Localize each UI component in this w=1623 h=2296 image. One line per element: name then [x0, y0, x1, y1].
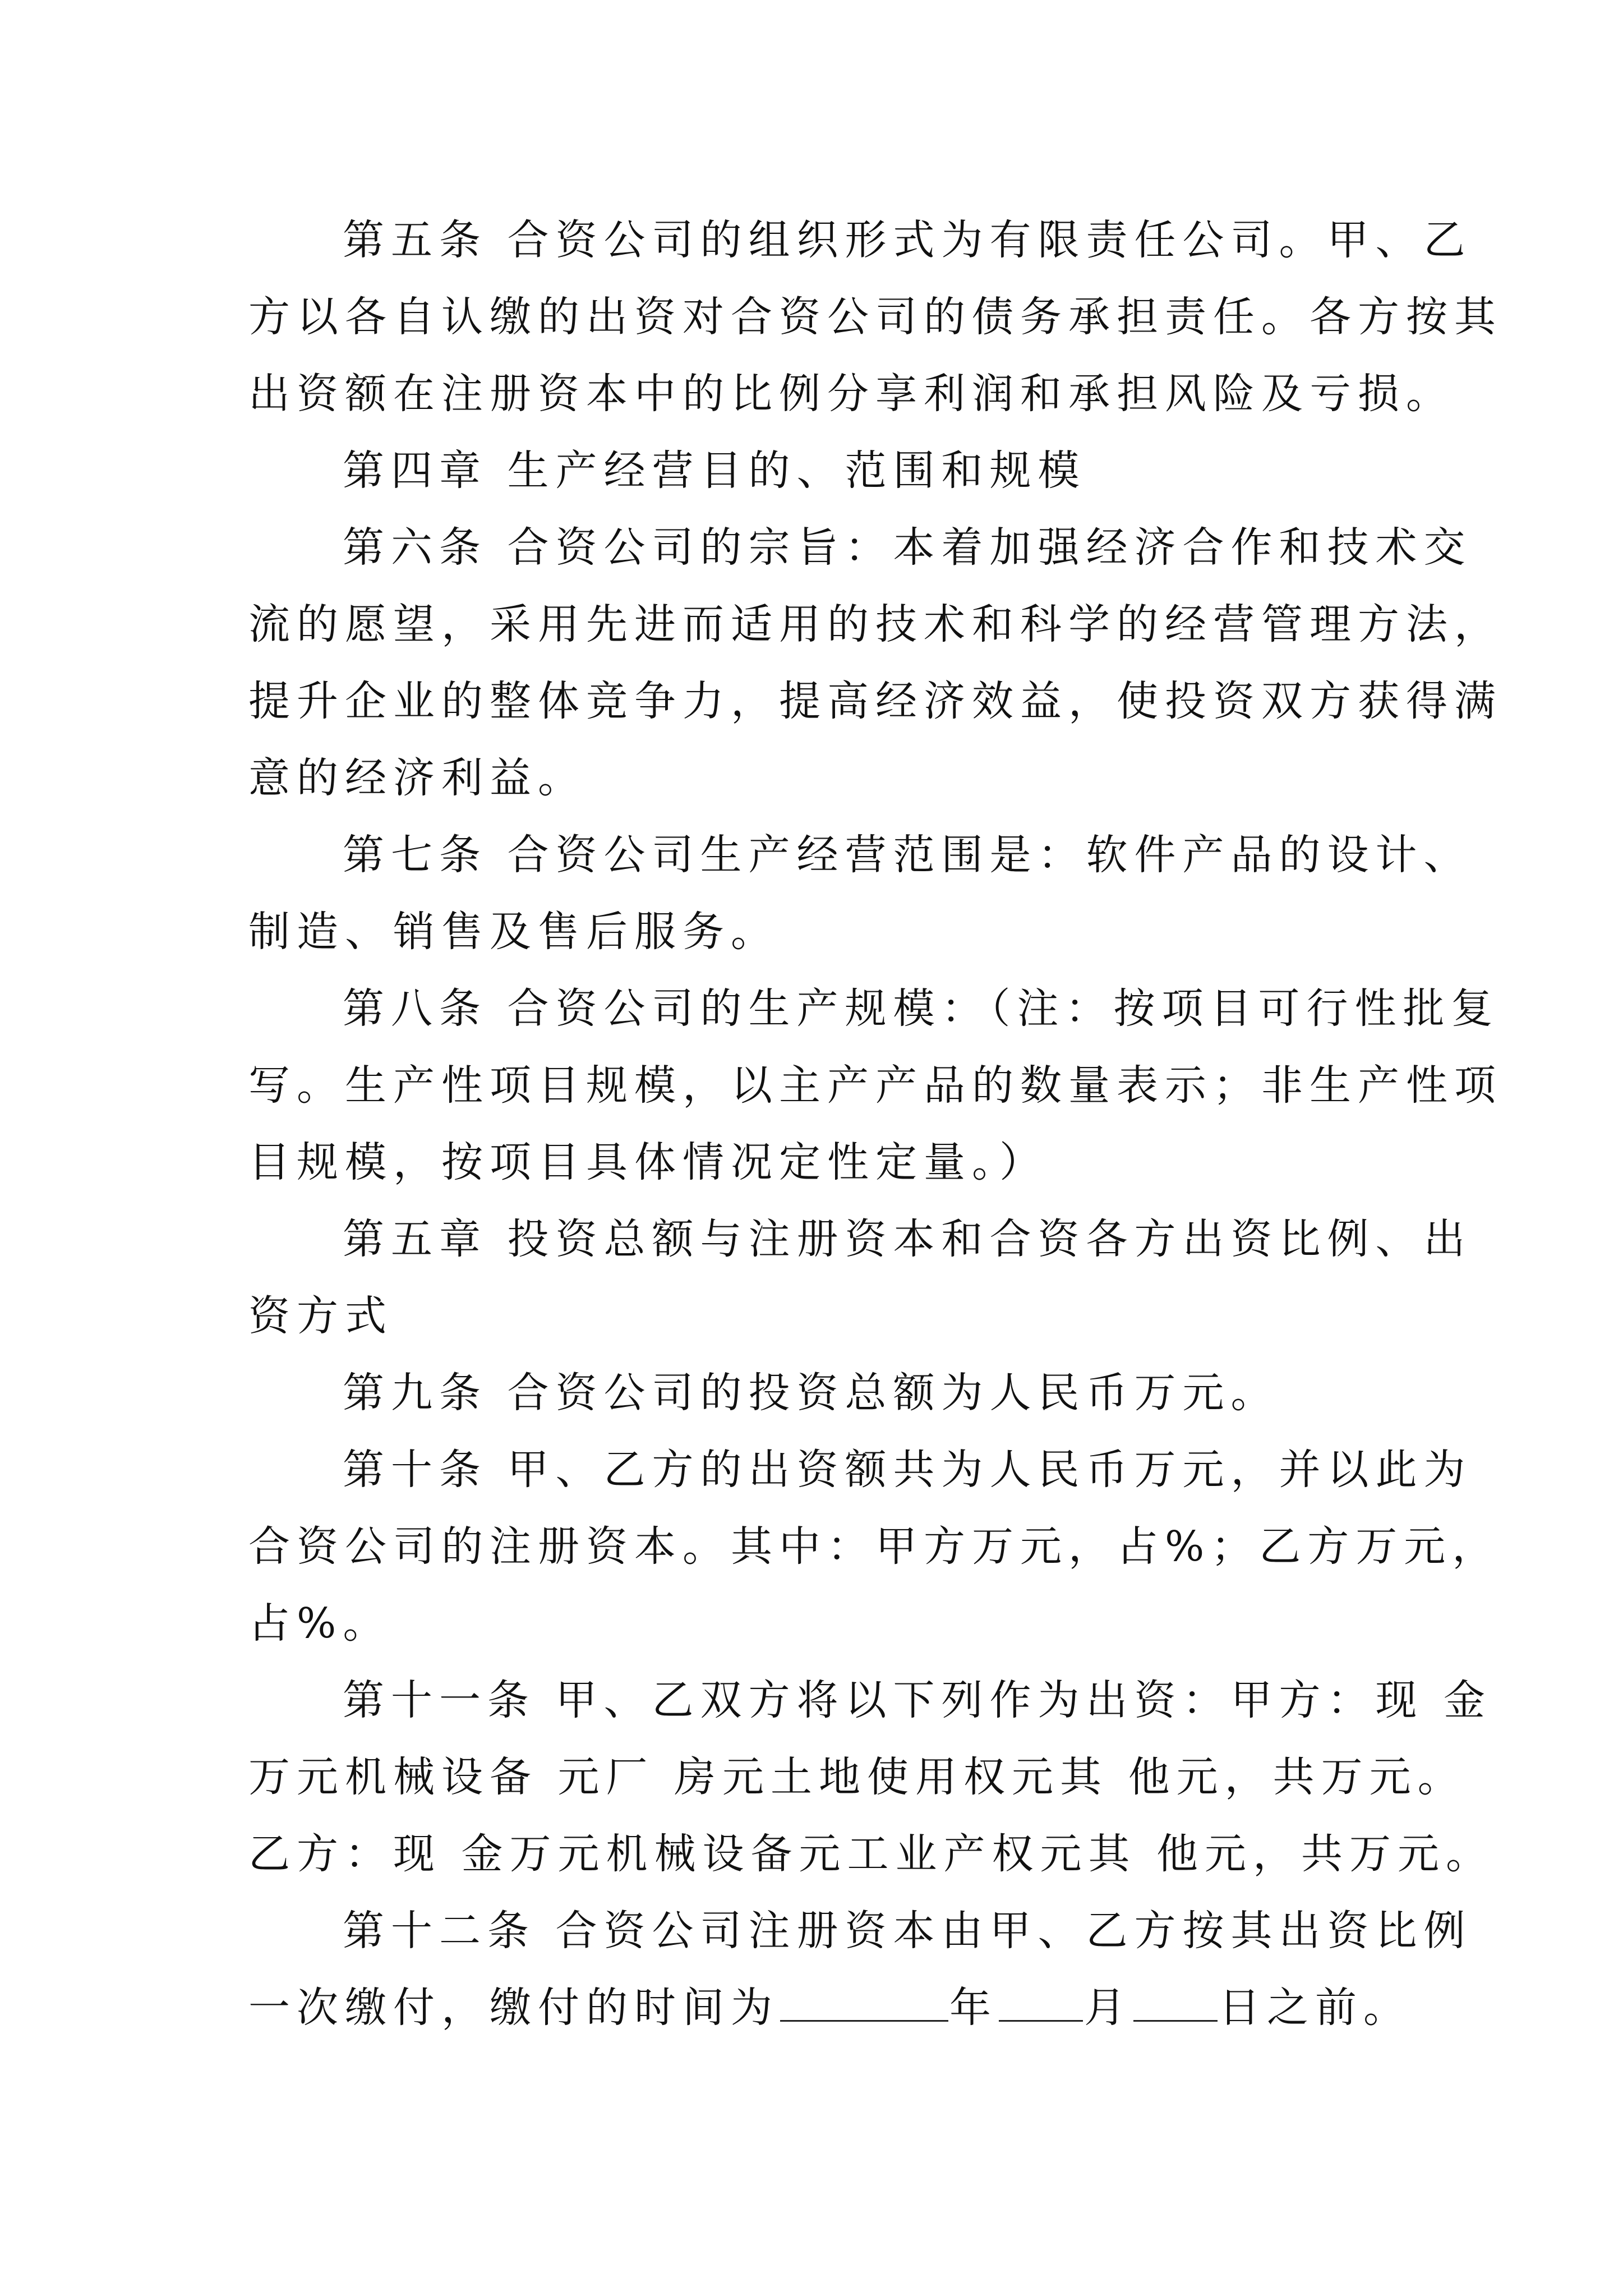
text-line: 第五条 合资公司的组织形式为有限责任公司。甲、乙: [343, 216, 1472, 264]
text-line: 提升企业的整体竞争力，提高经济效益，使投资双方获得满: [248, 677, 1502, 725]
text-line: 意的经济利益。: [248, 754, 586, 802]
year-blank: [780, 1987, 948, 2022]
text-line: 方以各自认缴的出资对合资公司的债务承担责任。各方按其: [248, 293, 1502, 341]
text-line: 合资公司的注册资本。其中：甲方万元，占%；乙方万元，: [248, 1522, 1501, 1571]
text-line: 第八条 合资公司的生产规模：（注：按项目可行性批复: [343, 984, 1500, 1033]
deadline-prefix: 一次缴付，缴付的时间为: [248, 1984, 779, 2032]
document-page: [248, 202, 1502, 2046]
text-line: 出资额在注册资本中的比例分享利润和承担风险及亏损。: [248, 370, 1454, 418]
text-line: 第七条 合资公司生产经营范围是：软件产品的设计、: [343, 831, 1472, 879]
payment-deadline-line: [248, 1970, 1412, 2046]
text-line: 第五章 投资总额与注册资本和合资各方出资比例、出: [343, 1215, 1472, 1263]
text-line: 第六条 合资公司的宗旨：本着加强经济合作和技术交: [343, 523, 1472, 572]
text-line: 写。生产性项目规模，以主产产品的数量表示；非生产性项: [248, 1061, 1502, 1110]
year-label: 年: [949, 1984, 998, 2032]
text-line: 目规模，按项目具体情况定性定量。）: [248, 1138, 1048, 1186]
document-body: [248, 202, 1502, 1970]
day-blank: [1133, 1987, 1218, 2022]
text-line: 第九条 合资公司的投资总额为人民币万元。: [343, 1369, 1279, 1417]
text-line: 占%。: [248, 1599, 391, 1648]
text-line: 第四章 生产经营目的、范围和规模: [343, 447, 1086, 495]
text-line: 乙方：现 金万元机械设备元工业产权元其 他元，共万元。: [248, 1830, 1495, 1878]
text-line: 流的愿望，采用先进而适用的技术和科学的经营管理方法，: [248, 600, 1502, 648]
text-line: 第十二条 合资公司注册资本由甲、乙方按其出资比例: [343, 1907, 1472, 1955]
month-blank: [999, 1987, 1083, 2022]
text-line: 第十条 甲、乙方的出资额共为人民币万元，并以此为: [343, 1446, 1472, 1494]
text-line: 制造、销售及售后服务。: [248, 908, 779, 956]
text-line: 资方式: [248, 1292, 393, 1340]
text-line: 万元机械设备 元厂 房元土地使用权元其 他元，共万元。: [248, 1753, 1466, 1801]
day-suffix: 日之前。: [1219, 1984, 1412, 2032]
text-line: 第十一条 甲、乙双方将以下列作为出资：甲方：现 金: [343, 1676, 1492, 1724]
month-label: 月: [1084, 1984, 1132, 2032]
